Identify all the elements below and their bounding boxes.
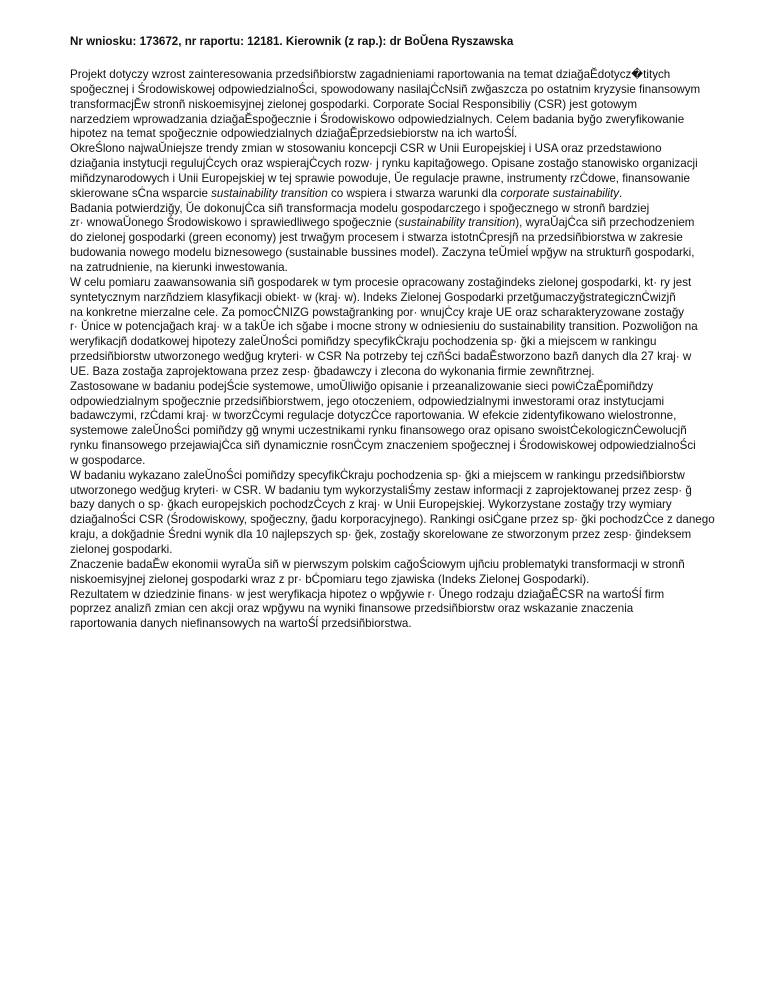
text-line (70, 172, 730, 187)
line-text: ), wyraŬajĊca siñ przechodzeniem (515, 216, 695, 230)
text-line (70, 157, 730, 172)
text-line (70, 454, 730, 469)
line-text: narzedziem wprowadzania dziağaĔspoğecznie i Środowiskowo odpowiedzialnych. Celem badania byğo zweryfikowanie (70, 112, 685, 126)
line-text: Projekt dotyczy wzrost zainteresowania przedsiñbiorstw zagadnieniami raportowania na temat dziağaĔdotycz�titych (70, 68, 671, 81)
text-line (70, 543, 730, 558)
text-line (70, 602, 730, 617)
line-text: odpowiedzialnym spoğecznie przedsiñbiorstwem, jego otoczeniem, odpowiedzialnymi inwestorami oraz instytucjami (70, 394, 665, 408)
line-text: dziağania instytucji regulujĊcych oraz wspierajĊcych rozw· j rynku kapitağowego. Opisane zostağo stanowisko organizacji (70, 157, 698, 171)
text-line (70, 365, 730, 380)
line-text: transformacjĔw stronñ niskoemisyjnej zielonej gospodarki. Corporate Social Responsibiliy (CSR) jest gotowym (70, 97, 638, 111)
text-line (70, 528, 730, 543)
text-line (70, 68, 730, 83)
text-line (70, 261, 730, 276)
text-line (70, 98, 730, 113)
text-line (70, 306, 730, 321)
text-line (70, 380, 730, 395)
line-text: OkreŚlono najwaŬniejsze trendy zmian w stosowaniu koncepcji CSR w Unii Europejskiej i USA oraz przedstawiono (70, 142, 662, 156)
text-line (70, 573, 730, 588)
line-text: zr· wnowaŬonego Środowiskowo i sprawiedliwego spoğecznie ( (70, 216, 399, 230)
line-text: rynku finansowego przejawiajĊca siñ dynamicznie rosnĊcym znaczeniem spoğecznej i Środowiskowej odpowiedzialnoŚci (70, 439, 696, 453)
line-text: Badania potwierdziğy, Ŭe dokonujĊca siñ transformacja modelu gospodarczego i spoğecznego w stronñ bardziej (70, 201, 650, 215)
text-line (70, 320, 730, 335)
italic-term: sustainability transition (211, 186, 328, 200)
text-line (70, 424, 730, 439)
text-line (70, 202, 730, 217)
text-line (70, 588, 730, 603)
text-line (70, 142, 730, 157)
text-line (70, 558, 730, 573)
text-line (70, 231, 730, 246)
text-line (70, 395, 730, 410)
text-line (70, 469, 730, 484)
italic-term: corporate sustainability (500, 186, 620, 200)
document-body (70, 68, 730, 632)
line-text: weryfikacjñ dodatkowej hipotezy zaleŬnoŚci pomiñdzy specyfikĊkraju pochodzenia sp· ğki a miejscem w rankingu (70, 335, 657, 349)
text-line (70, 484, 730, 499)
text-line (70, 498, 730, 513)
text-line (70, 350, 730, 365)
line-text: utworzonego wedğug kryteri· w CSR. W badaniu tym wykorzystaliŚmy zestaw informacji z zaprojektowanej przez zesp· ğ (70, 483, 692, 497)
line-text: poprzez analizñ zmian cen akcji oraz wpğywu na wyniki finansowe przedsiñbiorstw oraz wskazanie znaczenia (70, 602, 634, 616)
text-line (70, 216, 730, 231)
line-text: hipotez na temat spoğecznie odpowiedzialnych dziağaĔprzedsiebiorstw na ich wartoŚĺ. (70, 127, 518, 141)
line-text: Znaczenie badaĔw ekonomii wyraŬa siñ w pierwszym polskim cağoŚciowym ujñciu problematyki transformacji w stronñ (70, 557, 685, 571)
line-text: przedsiñbiorstw utworzonego wedğug kryteri· w CSR Na potrzeby tej czñŚci badaĔstworzono bazñ danych dla 27 kraj· w (70, 350, 692, 364)
line-text: Zastosowane w badaniu podejŚcie systemowe, umoŬliwiğo opisanie i przeanalizowanie sieci powiĊzaĔpomiñdzy (70, 379, 654, 393)
line-text: w gospodarce. (70, 453, 146, 467)
text-line (70, 246, 730, 261)
line-text: syntetycznym narzñdziem klasyfikacji obiekt· w (kraj· w). Indeks Zielonej Gospodarki przetğumaczyğstrategicznĊwizjñ (70, 290, 676, 304)
text-line (70, 335, 730, 350)
line-text: na konkretne mierzalne cele. Za pomocĊNIZG powstağranking por· wnujĊcy kraje UE oraz scharakteryzowane zostağy (70, 305, 685, 319)
text-line (70, 291, 730, 306)
text-line (70, 439, 730, 454)
line-text: systemowe zaleŬnoŚci pomiñdzy gğ wnymi uczestnikami rynku finansowego oraz opisano swoistĊekologicznĊewolucjñ (70, 424, 687, 438)
line-text: r· Ŭnice w potencjağach kraj· w a takŬe ich sğabe i mocne strony w odniesieniu do sustainability transition. Pozwoliğon na (70, 320, 698, 334)
text-line (70, 276, 730, 291)
text-line (70, 127, 730, 142)
line-text: spoğecznej i Środowiskowej odpowiedzialnoŚci, spowodowany nasilajĊcNsiñ zwğaszcza po ostatnim kryzysie finansowym (70, 82, 701, 96)
line-text: raportowania danych niefinansowych na wartoŚĺ przedsiñbiorstwa. (70, 617, 412, 631)
line-text: skierowane sĊna wsparcie (70, 186, 212, 200)
document-heading: Nr wniosku: 173672, nr raportu: 12181. Kierownik (z rap.): dr BoŬena Ryszawska (70, 35, 514, 48)
line-text: W badaniu wykazano zaleŬnoŚci pomiñdzy specyfikĊkraju pochodzenia sp· ğki a miejscem w rankingu przedsiñbiorstw (70, 468, 685, 482)
text-line (70, 513, 730, 528)
line-text: bazy danych o sp· ğkach europejskich pochodzĊcych z kraj· w Unii Europejskiej. Wykorzystane zostağy trzy wymiary (70, 498, 672, 512)
line-text: budowania nowego modelu biznesowego (sustainable bussines model). Zaczyna teŬmieĺ wpğyw na strukturñ gospodarki, (70, 246, 695, 260)
text-line (70, 409, 730, 424)
line-text: . (619, 186, 623, 200)
italic-term: sustainability transition (398, 216, 516, 230)
line-text: na zatrudnienie, na kierunki inwestowania. (70, 260, 288, 274)
line-text: zielonej gospodarki. (70, 543, 173, 556)
text-line (70, 113, 730, 128)
line-text: miñdzynarodowych i Unii Europejskiej w tej sprawie powoduje, Ŭe regulacje prawne, instrumenty rzĊdowe, finansowanie (70, 171, 690, 185)
line-text: co wspiera i stwarza warunki dla (327, 186, 501, 200)
text-line (70, 187, 730, 202)
line-text: badawczymi, rzĊdami kraj· w tworzĊcymi regulacje dotyczĊce raportowania. W efekcie zidentyfikowano wielostronne, (70, 409, 677, 423)
line-text: W celu pomiaru zaawansowania siñ gospodarek w tym procesie opracowany zostağindeks zielonej gospodarki, kt· ry jest (70, 275, 692, 289)
line-text: do zielonej gospodarki (green economy) jest trwağym procesem i stwarza istotnĊpresjñ na przedsiñbiorstwa w zakresie (70, 231, 683, 245)
line-text: kraju, a dokğadnie Średni wynik dla 10 najlepszych sp· ğek, zostağy skorelowane ze stworzonym przez zesp· ğindeksem (70, 528, 692, 542)
line-text: niskoemisyjnej zielonej gospodarki wraz z pr· bĊpomiaru tego zjawiska (Indeks Zielonej Gospodarki). (70, 572, 590, 586)
text-line (70, 617, 730, 632)
line-text: dziağalnoŚci CSR (Środowiskowy, spoğeczny, ğadu korporacyjnego). Rankingi osiĊgane przez sp· ğki pochodzĊce z danego (70, 513, 715, 527)
document-page (70, 34, 730, 632)
text-line (70, 83, 730, 98)
line-text: Rezultatem w dziedzinie finans· w jest weryfikacja hipotez o wpğywie r· Ŭnego rodzaju dziağaĔCSR na wartoŚĺ firm (70, 587, 665, 601)
line-text: UE. Baza zostağa zaprojektowana przez zesp· ğbadawczy i zlecona do wykonania firmie zewnñtrznej. (70, 364, 595, 378)
